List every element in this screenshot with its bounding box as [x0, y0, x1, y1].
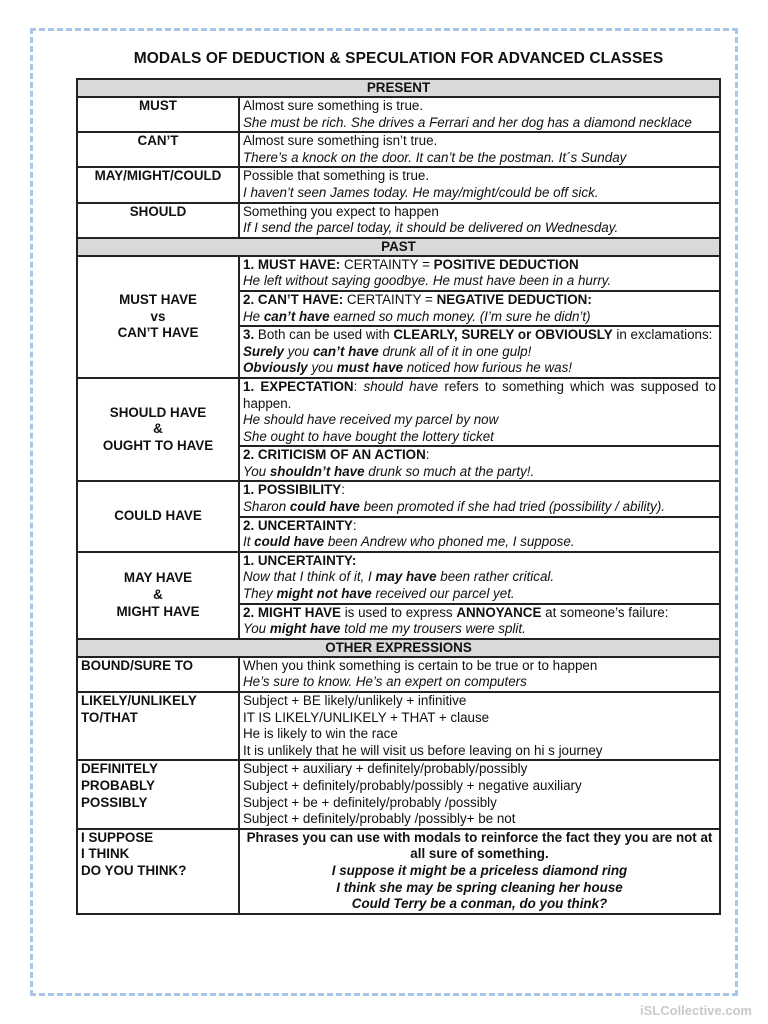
label-must-have-vs-cant-have: MUST HAVE vs CAN’T HAVE — [77, 256, 239, 378]
section-header-other: OTHER EXPRESSIONS — [77, 639, 720, 657]
section-header-past: PAST — [77, 238, 720, 256]
content-expectation: 1. EXPECTATION: should have refers to something which was supposed to happen. He should have received my parcel by now She ought to have bought the lottery ticket — [239, 378, 720, 446]
content-uncertainty: 2. UNCERTAINTY: It could have been Andrew who phoned me, I suppose. — [239, 517, 720, 552]
content-must-have: 1. MUST HAVE: CERTAINTY = POSITIVE DEDUCTION He left without saying goodbye. He must have been in a hurry. — [239, 256, 720, 291]
label-may-might-could: MAY/MIGHT/COULD — [77, 167, 239, 202]
label-i-suppose: I SUPPOSE I THINK DO YOU THINK? — [77, 829, 239, 914]
label-cant: CAN’T — [77, 132, 239, 167]
watermark: iSLCollective.com — [640, 1003, 752, 1018]
table-row — [77, 829, 720, 914]
table-row — [77, 132, 720, 167]
table-row — [77, 657, 720, 692]
content-criticism: 2. CRITICISM OF AN ACTION: You shouldn’t have drunk so much at the party!. — [239, 446, 720, 481]
modals-table — [76, 78, 721, 915]
section-header-present: PRESENT — [77, 79, 720, 97]
label-must: MUST — [77, 97, 239, 132]
content-may-might-could: Possible that something is true. I haven’t seen James today. He may/might/could be off sick. — [239, 167, 720, 202]
table-row — [77, 167, 720, 202]
table-row — [77, 760, 720, 828]
content-annoyance: 2. MIGHT HAVE is used to express ANNOYANCE at someone’s failure: You might have told me my trousers were split. — [239, 604, 720, 639]
table-row — [77, 481, 720, 516]
content-possibility: 1. POSSIBILITY: Sharon could have been promoted if she had tried (possibility / ability). — [239, 481, 720, 516]
label-bound-sure-to: BOUND/SURE TO — [77, 657, 239, 692]
table-row — [77, 256, 720, 291]
content-cant: Almost sure something isn’t true. There’s a knock on the door. It can’t be the postman. It´s Sunday — [239, 132, 720, 167]
content-must: Almost sure something is true. She must be rich. She drives a Ferrari and her dog has a diamond necklace — [239, 97, 720, 132]
table-row — [77, 378, 720, 446]
content-definitely-probably-possibly: Subject + auxiliary + definitely/probably/possibly Subject + definitely/probably/possibly + negative auxiliary Subject + be + definitely/probably /possibly Subject + definitely/probably /possibly+ be not — [239, 760, 720, 828]
content-likely-unlikely: Subject + BE likely/unlikely + infinitive IT IS LIKELY/UNLIKELY + THAT + clause He is likely to win the race It is unlikely that he will visit us before leaving on hi s journey — [239, 692, 720, 760]
label-should-have-ought-to-have: SHOULD HAVE & OUGHT TO HAVE — [77, 378, 239, 482]
content-i-suppose: Phrases you can use with modals to reinforce the fact they you are not at all sure of something. I suppose it might be a priceless diamond ring I think she may be spring cleaning her house Could Terry be a conman, do you think? — [239, 829, 720, 914]
content-should: Something you expect to happen If I send the parcel today, it should be delivered on Wednesday. — [239, 203, 720, 238]
table-row — [77, 692, 720, 760]
content-exclamations: 3. Both can be used with CLEARLY, SURELY or OBVIOUSLY in exclamations: Surely you can’t have drunk all of it in one gulp! Obviously you must have noticed how furious he was! — [239, 326, 720, 378]
label-should: SHOULD — [77, 203, 239, 238]
table-row — [77, 97, 720, 132]
label-may-have-might-have: MAY HAVE & MIGHT HAVE — [77, 552, 239, 639]
table-row — [77, 203, 720, 238]
page-title: MODALS OF DEDUCTION & SPECULATION FOR ADVANCED CLASSES — [133, 50, 664, 67]
label-likely-unlikely: LIKELY/UNLIKELY TO/THAT — [77, 692, 239, 760]
content-may-have-uncertainty: 1. UNCERTAINTY: Now that I think of it, I may have been rather critical. They might not have received our parcel yet. — [239, 552, 720, 604]
content-bound-sure-to: When you think something is certain to be true or to happen He’s sure to know. He’s an expert on computers — [239, 657, 720, 692]
table-row — [77, 552, 720, 604]
label-could-have: COULD HAVE — [77, 481, 239, 551]
label-definitely-probably-possibly: DEFINITELY PROBABLY POSSIBLY — [77, 760, 239, 828]
content-cant-have: 2. CAN’T HAVE: CERTAINTY = NEGATIVE DEDUCTION: He can’t have earned so much money. (I’m sure he didn’t) — [239, 291, 720, 326]
